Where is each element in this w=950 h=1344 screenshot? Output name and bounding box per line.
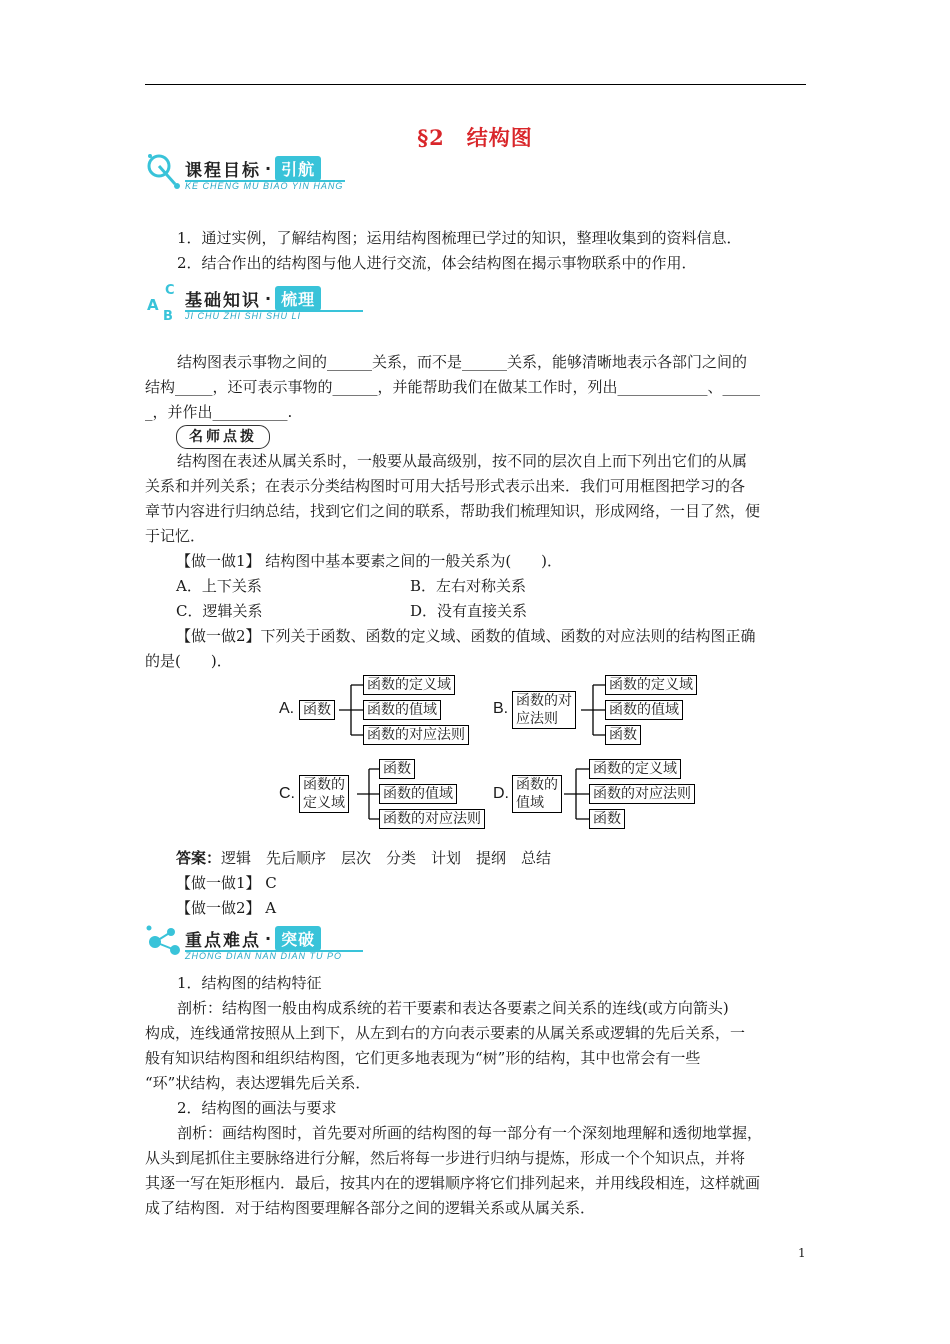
point-1-heading: 1．结构图的结构特征 [177,974,322,992]
section-title: 基础知识 [185,290,261,311]
diagram-c-child-3: 函数的对应法则 [379,809,485,829]
section-banner-basics: C A B 基础知识 · 梳理 JI CHU ZHI SHI SHU LI [145,280,375,324]
answers-line [176,846,807,871]
goal-2: 2．结合作出的结构图与他人进行交流，体会结构图在揭示事物联系中的作用． [177,254,697,272]
point-2-line-4: 成了结构图．对于结构图要理解各部分之间的逻辑关系或从属关系． [145,1199,596,1217]
point-1-line-3: 般有知识结构图和组织结构图，它们更多地表现为“树”形的结构，其中也常会有一些 [145,1049,701,1067]
fill-line-3: _，并作出__________. [145,403,293,421]
diagram-d-root [512,775,562,813]
structure-diagrams [275,670,715,835]
tip-line-1: 结构图在表述从属关系时，一般要从最高级别，按不同的层次自上而下列出它们的从属 [177,452,748,470]
tip-line-2: 关系和并列关系；在表示分类结构图时可用大括号形式表示出来．我们可用框图把学习的各 [145,477,746,495]
point-1-line-2: 构成，连线通常按照从上到下，从左到右的方向表示要素的从属关系或逻辑的先后关系，一 [145,1024,746,1042]
q1-stem: 【做一做1】 结构图中基本要素之间的一般关系为( )． [176,552,563,570]
tip-line-4: 于记忆． [145,527,206,545]
q1-option-a: A．上下关系 [176,577,262,595]
diagram-a-child-1: 函数的定义域 [363,675,455,695]
section-highlight: 引航 [275,156,321,181]
section-pinyin: KE CHENG MU BIAO YIN HANG [185,181,344,191]
diagram-c-child-1: 函数 [379,759,415,779]
diagram-b-root [512,691,576,729]
goal-1: 1．通过实例，了解结构图；运用结构图梳理已学过的知识，整理收集到的资料信息． [177,229,742,247]
point-2-line-1: 剖析：画结构图时，首先要对所画的结构图的每一部分有一个深刻地理解和透彻地掌握， [177,1124,763,1142]
q2-stem-2: 的是( )． [145,652,232,670]
abc-blocks-icon [145,280,189,324]
q1-option-b: B．左右对称关系 [410,577,527,595]
diagram-c-root-line-1: 函数的 [303,777,345,793]
header-rule [145,84,806,85]
diagram-b-child-1: 函数的定义域 [605,675,697,695]
section-pinyin: ZHONG DIAN NAN DIAN TU PO [185,951,343,961]
section-banner-course-goals: 课程目标 · 引航 KE CHENG MU BIAO YIN HANG [145,150,365,194]
section-highlight: 突破 [275,926,321,951]
diagram-d-child-2: 函数的对应法则 [589,784,695,804]
diagram-a-child-2: 函数的值域 [363,700,441,720]
tip-line-3: 章节内容进行归纳总结，找到它们之间的联系，帮助我们梳理知识，形成网络，一目了然，便 [145,502,761,520]
tip-label: 名师点拨 [176,425,270,449]
answer-q1: 【做一做1】 C [176,874,277,892]
diagram-c-root [299,775,349,813]
fill-line-1: 结构图表示事物之间的______关系，而不是______关系，能够清晰地表示各部门之间的 [177,353,748,371]
diagram-c-letter: C. [279,785,295,802]
answers-text: 逻辑 先后顺序 层次 分类 计划 提纲 总结 [221,849,552,867]
diagram-d-root-line-2: 值域 [516,795,544,811]
section-title: 重点难点 [185,930,261,951]
svg-text:A: A [147,296,159,314]
diagram-b-root-line-2: 应法则 [516,711,558,727]
page-title: §2 结构图 [417,125,533,150]
diagram-d-child-3: 函数 [589,809,625,829]
q2-stem-1: 【做一做2】下列关于函数、函数的定义域、函数的值域、函数的对应法则的结构图正确 [176,627,756,645]
diagram-a-child-3: 函数的对应法则 [363,725,469,745]
diagram-a-root: 函数 [299,700,335,720]
answer-q2: 【做一做2】 A [176,899,277,917]
point-2-line-2: 从头到尾抓住主要脉络进行分解，然后将每一步进行归纳与提炼，形成一个个知识点，并将 [145,1149,746,1167]
diagram-c-root-line-2: 定义域 [303,795,345,811]
diagram-b-root-line-1: 函数的对 [516,693,572,709]
molecule-icon [145,920,189,964]
svg-text:B: B [163,309,173,324]
diagram-b-letter: B. [493,700,509,717]
point-1-line-1: 剖析：结构图一般由构成系统的若干要素和表达各要素之间关系的连线(或方向箭头) [177,999,729,1017]
diagram-b-child-3: 函数 [605,725,641,745]
section-title: 课程目标 [185,160,261,181]
fill-line-2: 结构_____，还可表示事物的______，并能帮助我们在做某工作时，列出____________、_____ [145,378,761,396]
diagram-d-root-line-1: 函数的 [516,777,558,793]
svg-text:C: C [165,283,175,298]
satellite-dish-icon [145,150,189,194]
diagram-d-child-1: 函数的定义域 [589,759,681,779]
diagram-c-child-2: 函数的值域 [379,784,457,804]
point-2-line-3: 其逐一写在矩形框内．最后，按其内在的逻辑顺序将它们排列起来，并用线段相连，这样就画 [145,1174,761,1192]
diagram-a-letter: A. [279,700,295,717]
q1-option-c: C．逻辑关系 [176,602,263,620]
section-banner-key-points: 重点难点 · 突破 ZHONG DIAN NAN DIAN TU PO [145,920,375,964]
diagram-b-child-2: 函数的值域 [605,700,683,720]
page-number: 1 [798,1246,806,1260]
q1-option-d: D．没有直接关系 [410,602,528,620]
section-pinyin: JI CHU ZHI SHI SHU LI [185,311,302,321]
point-1-line-4: “环”状结构，表达逻辑先后关系． [145,1074,371,1092]
answers-label: 答案： [176,849,222,867]
diagram-d-letter: D. [493,785,509,802]
section-highlight: 梳理 [275,286,321,311]
point-2-heading: 2．结构图的画法与要求 [177,1099,337,1117]
